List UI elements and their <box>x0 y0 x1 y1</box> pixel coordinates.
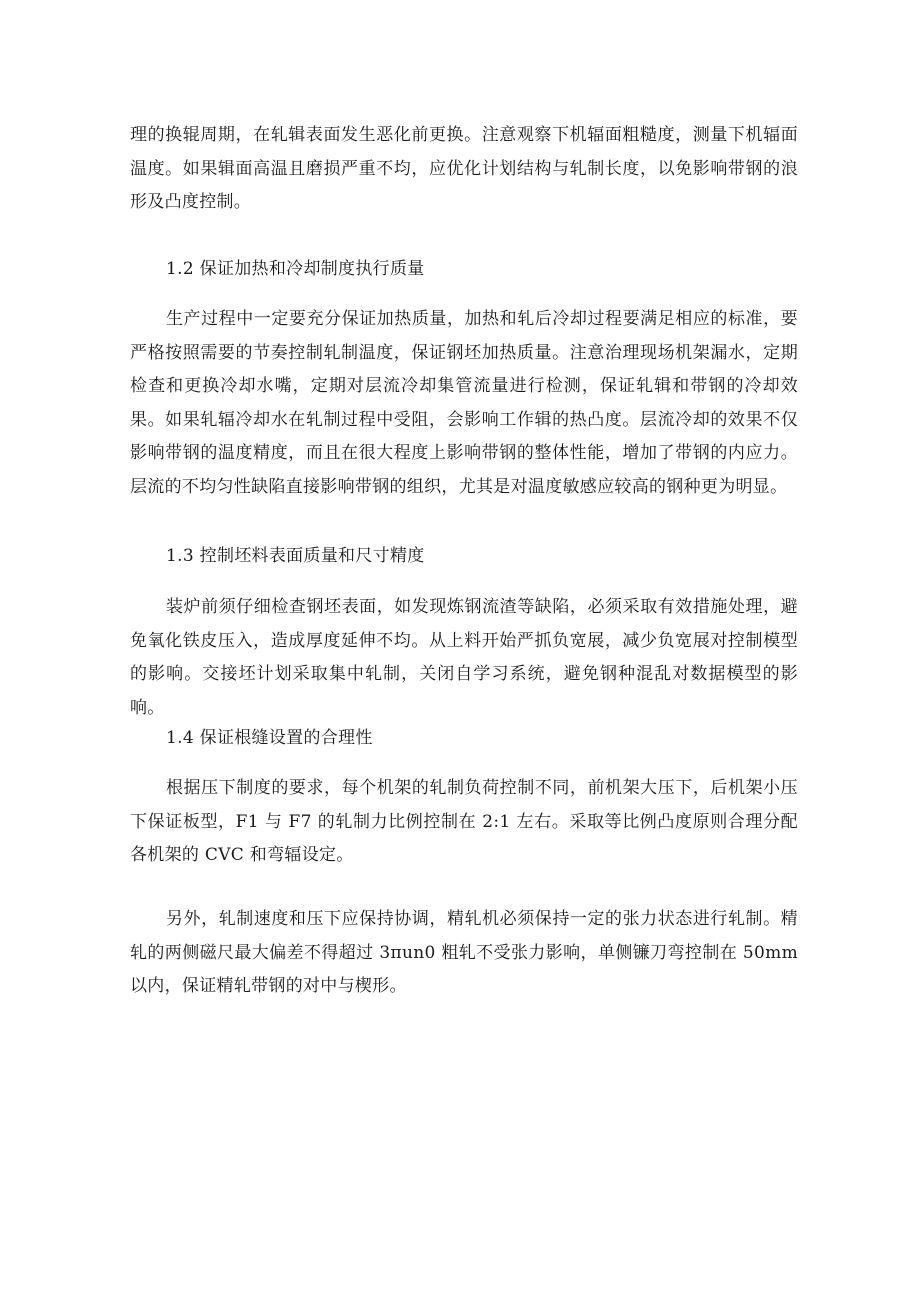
section-paragraph-1-2: 生产过程中一定要充分保证加热质量，加热和轧后冷却过程要满足相应的标准，要严格按照需要的节奏控制轧制温度，保证钢坯加热质量。注意治理现场机架漏水，定期检查和更换冷却水嘴，定期对层流冷却集管流量进行检测，保证轧辑和带钢的冷却效果。如果轧辐冷却水在轧制过程中受阻，会影响工作辑的热凸度。层流冷却的效果不仅影响带钢的温度精度，而且在很大程度上影响带钢的整体性能，增加了带钢的内应力。层流的不均匀性缺陷直接影响带钢的组织，尤其是对温度敏感应较高的钢种更为明显。 <box>130 309 798 497</box>
intro-paragraph: 理的换辊周期，在轧辑表面发生恶化前更换。注意观察下机辐面粗糙度，测量下机辐面温度。如果辑面高温且磨损严重不均，应优化计划结构与轧制长度，以免影响带钢的浪形及凸度控制。 <box>130 125 798 212</box>
section-paragraph-1-4: 根据压下制度的要求，每个机架的轧制负荷控制不同，前机架大压下，后机架小压下保证板型，F1 与 F7 的轧制力比例控制在 2:1 左右。采取等比例凸度原则合理分配各机架的 CVC 和弯辐设定。 <box>130 778 798 865</box>
closing-paragraph: 另外，轧制速度和压下应保持协调，精轧机必须保持一定的张力状态进行轧制。精轧的两侧磁尺最大偏差不得超过 3πun0 粗轧不受张力影响，单侧镰刀弯控制在 50mm 以内，保证精轧带钢的对中与楔形。 <box>130 909 798 996</box>
section-paragraph-1-3: 装炉前须仔细检查钢坯表面，如发现炼钢流渣等缺陷，必须采取有效措施处理，避免氧化铁皮压入，造成厚度延伸不均。从上料开始严抓负宽展，减少负宽展对控制模型的影响。交接坯计划采取集中轧制，关闭自学习系统，避免钢种混乱对数据模型的影响。 <box>130 597 798 718</box>
section-heading-1-3: 1.3 控制坯料表面质量和尺寸精度 <box>166 546 425 566</box>
section-heading-1-2: 1.2 保证加热和冷却制度执行质量 <box>166 259 425 279</box>
section-heading-1-4: 1.4 保证根缝设置的合理性 <box>166 728 373 748</box>
